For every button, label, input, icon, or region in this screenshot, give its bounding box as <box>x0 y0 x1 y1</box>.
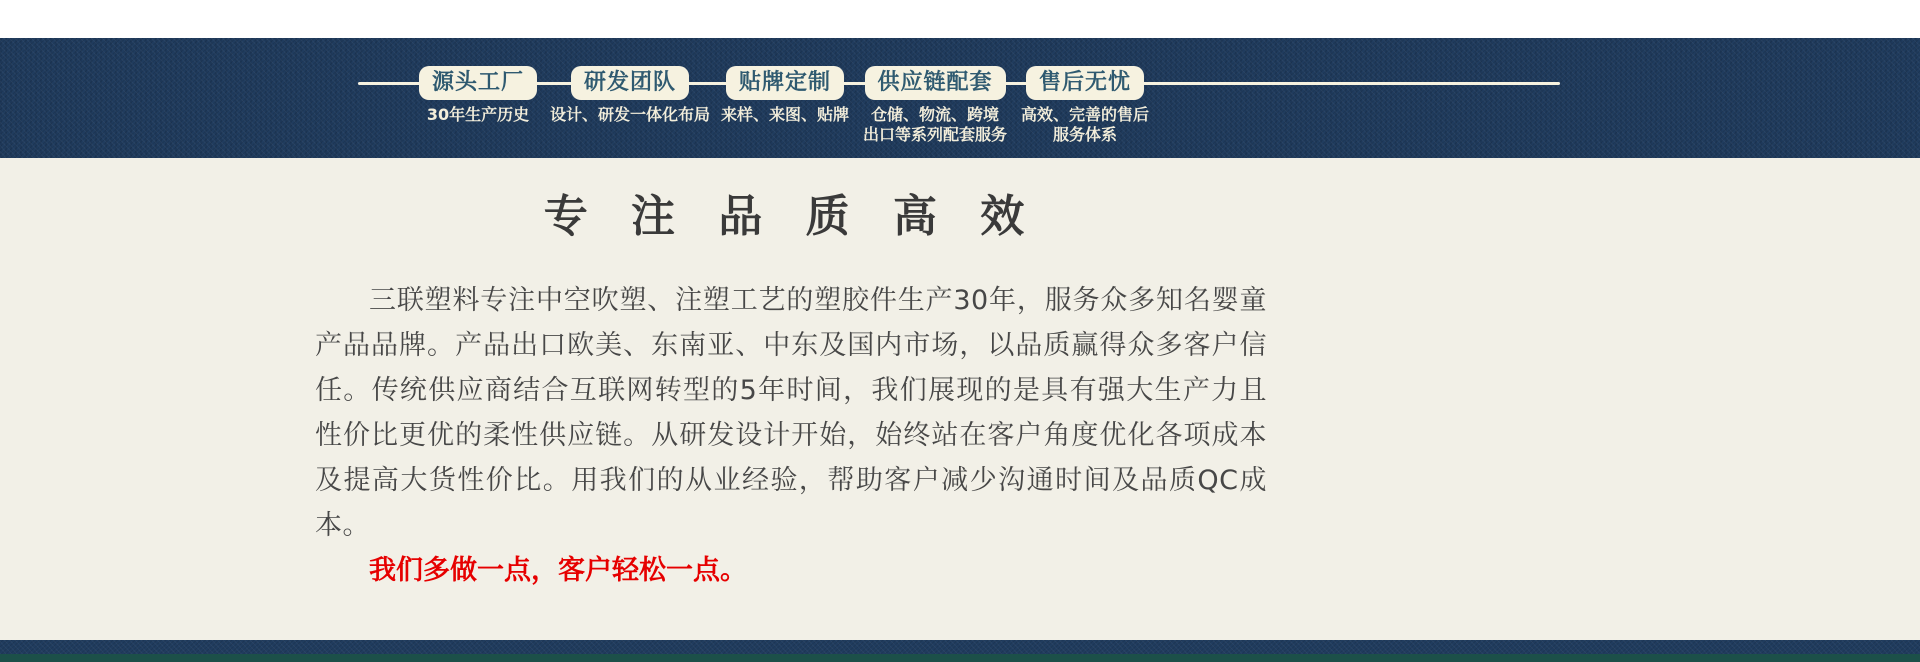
feature-desc <box>419 105 537 125</box>
feature-desc <box>550 105 710 125</box>
feature-badge: 贴牌定制 <box>726 66 844 100</box>
feature-item <box>721 66 849 125</box>
section-title: 专 注 品 质 高 效 <box>543 191 1039 242</box>
footer-navy-strip <box>0 640 1920 654</box>
feature-badge: 研发团队 <box>571 66 689 100</box>
feature-band <box>0 38 1920 158</box>
feature-desc <box>1021 105 1149 145</box>
feature-desc-line: 仓储、物流、跨境 <box>870 105 1000 124</box>
feature-desc-line: 服务体系 <box>1052 125 1118 144</box>
feature-desc-line: 设计、研发一体化布局 <box>549 105 711 124</box>
feature-badge: 供应链配套 <box>864 66 1005 100</box>
feature-badge: 售后无忧 <box>1026 66 1144 100</box>
feature-item <box>419 66 537 125</box>
feature-desc <box>721 105 849 125</box>
top-white-strip <box>0 0 1920 38</box>
feature-desc <box>863 105 1007 145</box>
slogan-text: 我们多做一点，客户轻松一点。 <box>369 555 747 586</box>
feature-item <box>863 66 1007 145</box>
feature-item <box>1021 66 1149 145</box>
intro-section <box>0 158 1920 640</box>
intro-paragraph: 三联塑料专注中空吹塑、注塑工艺的塑胶件生产30年，服务众多知名婴童产品品牌。产品出口欧美、东南亚、中东及国内市场，以品质赢得众多客户信任。传统供应商结合互联网转型的5年时间，我们展现的是具有强大生产力且性价比更优的柔性供应链。从研发设计开始，始终站在客户角度优化各项成本及提高大货性价比。用我们的从业经验，帮助客户减少沟通时间及品质QC成本。 <box>315 285 1267 541</box>
feature-item <box>550 66 710 125</box>
footer-teal-strip <box>0 654 1920 662</box>
feature-desc-line: 30年生产历史 <box>426 105 530 124</box>
feature-desc-line: 出口等系列配套服务 <box>862 125 1008 144</box>
intro-content <box>315 158 1267 593</box>
feature-desc-line: 高效、完善的售后 <box>1020 105 1150 124</box>
feature-desc-line: 来样、来图、贴牌 <box>720 105 850 124</box>
feature-badge: 源头工厂 <box>419 66 537 100</box>
